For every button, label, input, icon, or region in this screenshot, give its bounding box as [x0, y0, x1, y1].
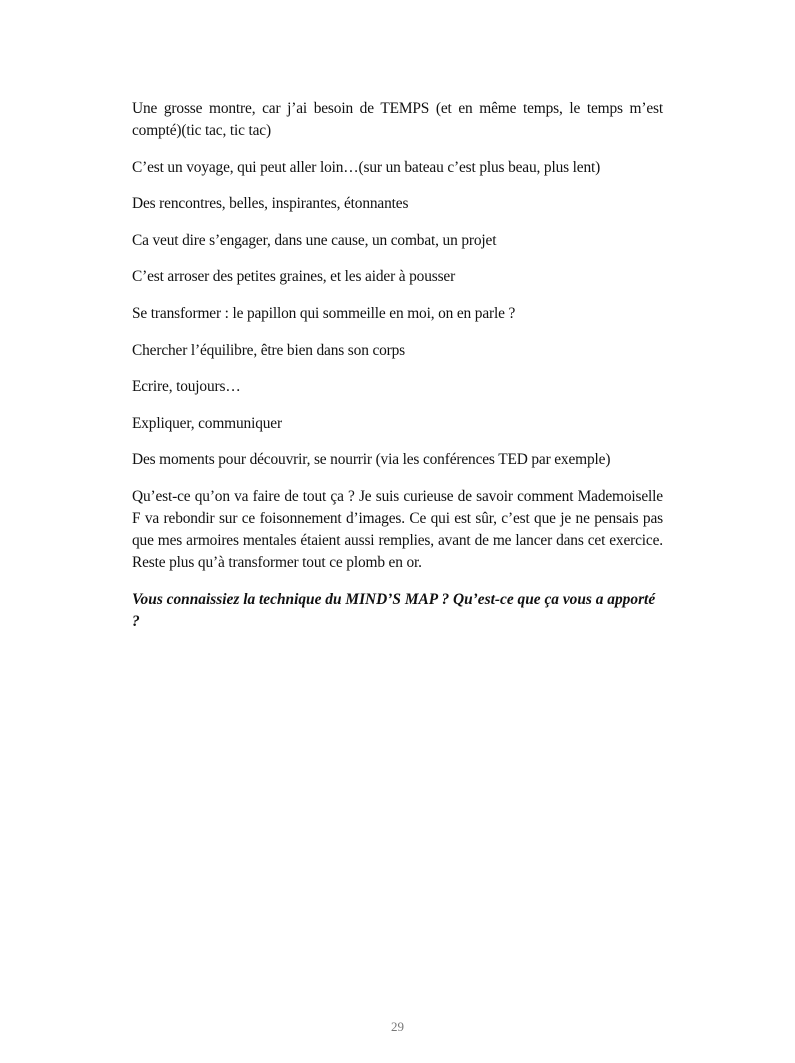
paragraph-watch: Une grosse montre, car j’ai besoin de TEMPS (et en même temps, le temps m’est compté)(tic tac, tic tac) — [132, 100, 663, 139]
paragraph-equilibre: Chercher l’équilibre, être bien dans son corps — [132, 341, 406, 359]
paragraph-graines: C’est arroser des petites graines, et les aider à pousser — [132, 268, 456, 286]
paragraph-conclusion: Qu’est-ce qu’on va faire de tout ça ? Je suis curieuse de savoir comment Mademoiselle F va rebondir sur ce foisonnement d’images. Ce qui est sûr, c’est que je ne pensais pas que mes armoires mentales étaient aussi remplies, avant de me lancer dans cet exercice. Reste plus qu’à transformer tout ce plomb en or. — [132, 487, 663, 571]
paragraph-transformer: Se transformer : le papillon qui sommeille en moi, on en parle ? — [132, 304, 516, 322]
paragraph-ecrire: Ecrire, toujours… — [132, 378, 241, 396]
paragraph-moments: Des moments pour découvrir, se nourrir (via les conférences TED par exemple) — [132, 451, 611, 469]
page-content — [132, 98, 663, 633]
page-number: 29 — [391, 1019, 404, 1034]
paragraph-expliquer: Expliquer, communiquer — [132, 414, 282, 432]
paragraph-rencontres: Des rencontres, belles, inspirantes, étonnantes — [132, 195, 409, 213]
paragraph-engager: Ca veut dire s’engager, dans une cause, un combat, un projet — [132, 231, 497, 249]
closing-question: Vous connaissiez la technique du MIND’S MAP ? Qu’est-ce que ça vous a apporté ? — [132, 590, 656, 630]
paragraph-voyage: C’est un voyage, qui peut aller loin…(sur un bateau c’est plus beau, plus lent) — [132, 158, 601, 176]
